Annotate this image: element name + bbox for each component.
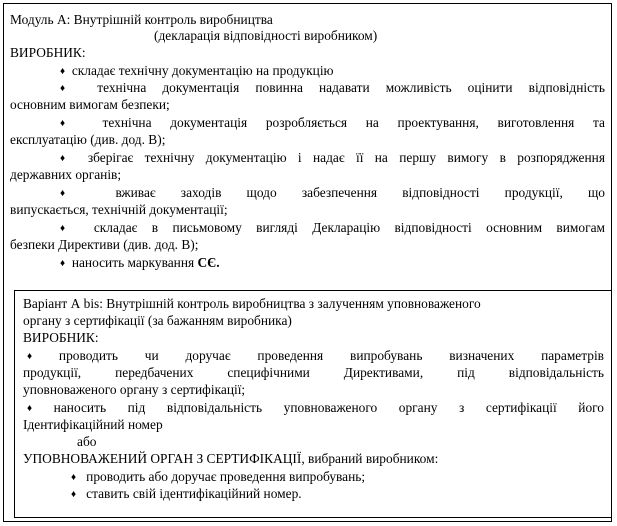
module-a-subtitle: (декларація відповідності виробником) [154, 28, 378, 43]
variant-a-bis-frame [14, 290, 612, 518]
diamond-bullet-icon: ♦ [60, 66, 66, 77]
list-item: ♦ наносить маркування СЄ. [60, 255, 220, 270]
list-item-continuation: експлуатацію (див. дод. В); [10, 132, 166, 147]
list-item: ♦ технічна документація повинна надавати можливість оцінити відповідність [60, 80, 605, 95]
list-item: ♦ проводить або доручає проведення випробувань; [71, 469, 366, 484]
module-a-frame [3, 3, 612, 522]
diamond-bullet-icon: ♦ [71, 489, 77, 500]
diamond-bullet-icon: ♦ [60, 83, 66, 94]
diamond-bullet-icon: ♦ [60, 258, 66, 269]
module-a-manufacturer-heading: ВИРОБНИК: [10, 45, 86, 60]
list-item-continuation: випускається, технічній документації; [10, 202, 228, 217]
list-item-continuation: продукції, передбачених специфічними Директивами, під відповідальність [23, 365, 604, 380]
variant-manufacturer-heading: ВИРОБНИК: [23, 330, 99, 345]
variant-title-line1: Варіант А bis: Внутрішній контроль виробництва з залученням уповноваженого [23, 296, 481, 311]
diamond-bullet-icon: ♦ [60, 223, 66, 234]
list-item: ♦ складає технічну документацію на продукцію [60, 63, 334, 78]
diamond-bullet-icon: ♦ [27, 403, 33, 414]
variant-title-line2: органу з сертифікації (за бажанням виробника) [23, 313, 292, 328]
list-item-continuation: державних органів; [10, 167, 122, 182]
list-item: ♦ проводить чи доручає проведення випробувань визначених параметрів [27, 348, 604, 363]
or-text: або [77, 434, 97, 449]
authorized-body-heading: УПОВНОВАЖЕНИЙ ОРГАН З СЕРТИФІКАЦІЇ, вибраний виробником: [23, 451, 439, 466]
ce-marking: СЄ. [197, 255, 220, 270]
list-item-continuation: безпеки Директиви (див. дод. В); [10, 237, 199, 252]
diamond-bullet-icon: ♦ [60, 188, 66, 199]
list-item: ♦ складає в письмовому вигляді Декларацію відповідності основним вимогам [60, 220, 605, 235]
list-item: ♦ вживає заходів щодо забезпечення відповідності продукції, що [60, 185, 605, 200]
diamond-bullet-icon: ♦ [71, 472, 77, 483]
module-a-title: Модуль А: Внутрішній контроль виробництва [10, 12, 273, 27]
list-item: ♦ зберігає технічну документацію і надає її на першу вимогу в розпорядження [60, 150, 605, 165]
diamond-bullet-icon: ♦ [27, 351, 33, 362]
list-item: ♦ ставить свій ідентифікаційний номер. [71, 486, 302, 501]
list-item: ♦ технічна документація розробляється на проектування, виготовлення та [60, 115, 605, 130]
list-item-continuation: основним вимогам безпеки; [10, 97, 170, 112]
list-item-continuation: Ідентифікаційний номер [23, 417, 163, 432]
diamond-bullet-icon: ♦ [60, 118, 66, 129]
list-item-continuation: уповноваженого органу з сертифікації; [23, 382, 246, 397]
list-item: ♦ наносить під відповідальність уповноваженого органу з сертифікації його [27, 400, 604, 415]
diamond-bullet-icon: ♦ [60, 153, 66, 164]
